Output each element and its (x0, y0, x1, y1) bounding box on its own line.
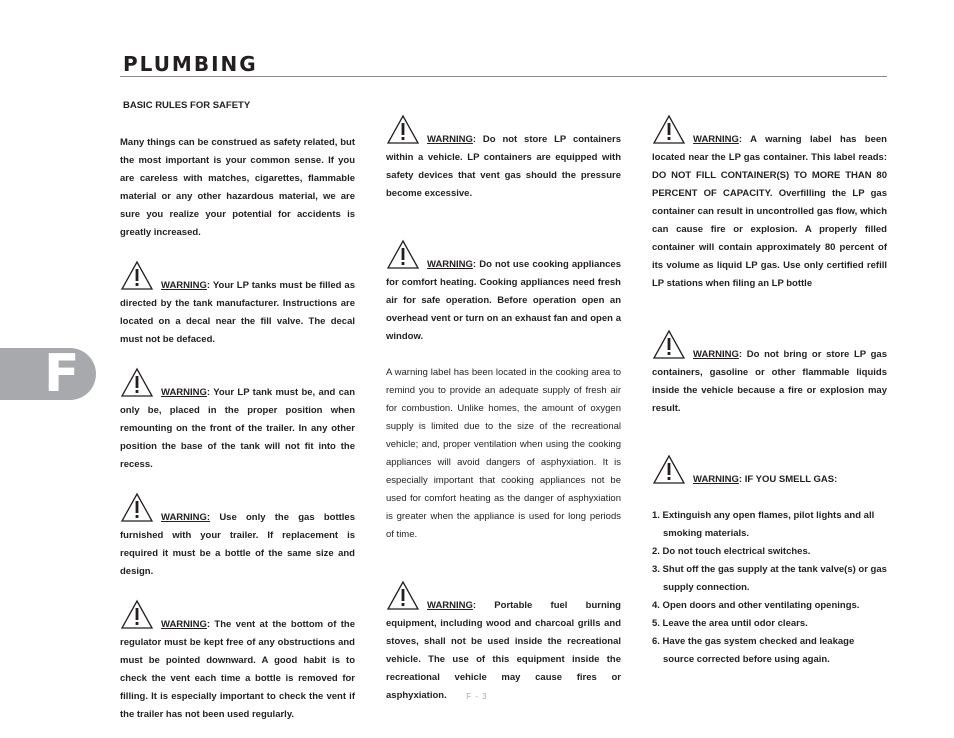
warning-triangle-icon (120, 492, 154, 522)
warning-label: WARNING (693, 474, 739, 485)
warning-triangle-icon (386, 239, 420, 269)
warning-text: : Portable fuel burning equipment, including wood and charcoal grills and stoves, shall not be used inside the recreational vehicle. The use of this equipment inside the recreational vehicle may cause fires or asphyxiation. (386, 600, 621, 701)
warning-label: WARNING (427, 600, 473, 611)
column-1 (120, 134, 355, 724)
list-item: 4. Open doors and other ventilating openings. (652, 600, 860, 611)
warning-triangle-icon (652, 114, 686, 144)
column-3 (652, 114, 887, 669)
warning-text: : Do not use cooking appliances for comfort heating. Cooking appliances need fresh air for safe operation. Before operation open an overhead vent or turn on an exhaust fan and open a window. (386, 259, 621, 342)
list-item: 2. Do not touch electrical switches. (652, 546, 811, 557)
warning-triangle-icon (652, 454, 686, 484)
warning-text: : A warning label has been located near the LP gas container. This label reads: DO NOT FILL CONTAINER(S) TO MORE THAN 80 PERCENT OF CAPACITY. Overfilling the LP gas container can result in uncontrolled gas flow, which can cause fire or explosion. A properly filled container will contain approximately 80 percent of its volume as liquid LP gas. Use only certified refill LP stations when filing an LP bottle (652, 134, 887, 289)
warning-triangle-icon (120, 367, 154, 397)
page-title: PLUMBING (123, 52, 258, 76)
section-heading: BASIC RULES FOR SAFETY (123, 100, 251, 111)
warning-label: WARNING (693, 134, 739, 145)
list-item: 1. Extinguish any open flames, pilot lights and all smoking materials. (652, 510, 875, 539)
warning-text: Use only the gas bottles furnished with your trailer. If replacement is required it must be a bottle of the same size and design. (120, 512, 355, 577)
warning-smell-gas (652, 454, 887, 489)
section-tab-letter: F (44, 344, 80, 404)
warning-text: : Do not bring or store LP gas containers, gasoline or other flammable liquids inside the vehicle because a fire or explosion may result. (652, 349, 887, 414)
warning-label: WARNING: (161, 512, 211, 523)
list-item: 3. Shut off the gas supply at the tank valve(s) or gas supply connection. (652, 564, 887, 593)
list-item: 5. Leave the area until odor clears. (652, 618, 808, 629)
warning-store-lp (386, 114, 621, 203)
column-2 (386, 114, 621, 705)
ventilation-paragraph: A warning label has been located in the cooking area to remind you to provide an adequate supply of fresh air for combustion. Unlike homes, the amount of oxygen supply is limited due to the size of the recreational vehicle; and, proper ventilation when using the cooking appliances will avoid dangers of asphyxiation. It is especially important that cooking appliances not be used for comfort heating as the danger of asphyxiation is greater when the appliance is used for long periods of time. (386, 367, 621, 540)
warning-label: WARNING (161, 280, 207, 291)
warning-portable-fuel (386, 580, 621, 705)
warning-label: WARNING (693, 349, 739, 360)
warning-triangle-icon (120, 599, 154, 629)
warning-regulator-vent (120, 599, 355, 724)
intro-paragraph: Many things can be construed as safety related, but the most important is your common sense. If you are careless with matches, cigarettes, flammable material or any other hazardous material, we are sure you realize your potential for accidents is greatly increased. (120, 137, 355, 238)
warning-cooking-heating (386, 239, 621, 346)
warning-triangle-icon (652, 329, 686, 359)
page-number: F - 3 (466, 692, 488, 701)
list-item: 6. Have the gas system checked and leakage source corrected before using again. (652, 636, 855, 665)
section-tab (0, 344, 96, 404)
warning-flammable-liquids (652, 329, 887, 418)
warning-lp-position (120, 367, 355, 474)
gas-smell-steps (652, 507, 887, 669)
warning-label: WARNING (427, 134, 473, 145)
warning-label: WARNING (161, 387, 207, 398)
warning-lp-fill (120, 260, 355, 349)
warning-gas-bottles (120, 492, 355, 581)
warning-label: WARNING (161, 619, 207, 630)
warning-triangle-icon (386, 114, 420, 144)
warning-text: : Your LP tank must be, and can only be, placed in the proper position when remounting on the front of the trailer. In any other position the base of the tank will not fit into the recess. (120, 387, 355, 470)
warning-text: : Do not store LP containers within a vehicle. LP containers are equipped with safety devices that vent gas should the pressure become excessive. (386, 134, 621, 199)
warning-fill-label (652, 114, 887, 293)
warning-triangle-icon (386, 580, 420, 610)
warning-text: : The vent at the bottom of the regulator must be kept free of any obstructions and must be pointed downward. A good habit is to check the vent each time a bottle is removed for filling. It is especially important to check the vent if the trailer has not been used regularly. (120, 619, 355, 720)
warning-label: WARNING (427, 259, 473, 270)
warning-triangle-icon (120, 260, 154, 290)
title-divider (120, 76, 887, 77)
warning-text: : IF YOU SMELL GAS: (738, 474, 838, 485)
warning-text: : Your LP tanks must be filled as directed by the tank manufacturer. Instructions are located on a decal near the fill valve. The decal must not be defaced. (120, 280, 355, 345)
